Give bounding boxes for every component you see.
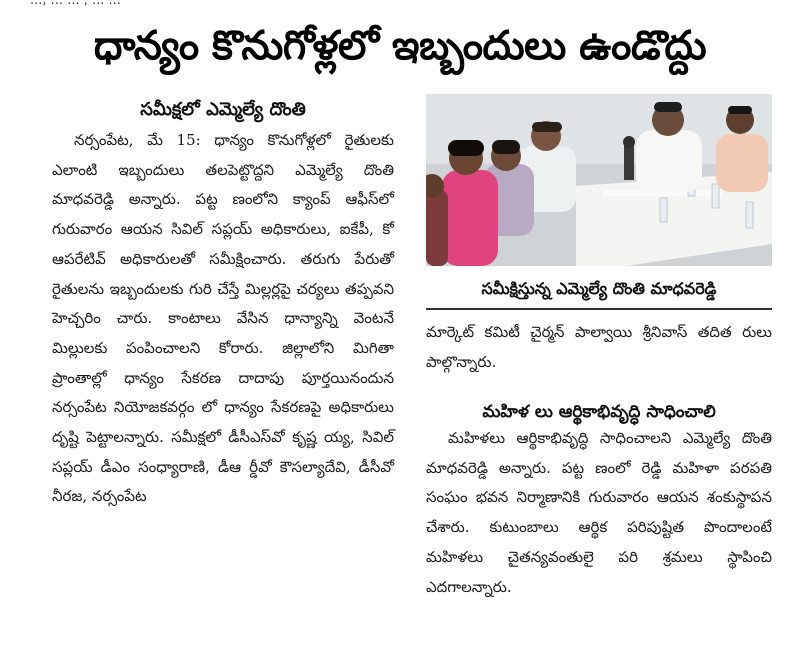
left-subheading: సమీక్షలో ఎమ్మెల్యే దొంతి [140, 99, 306, 120]
right-paragraph: మహిళలు ఆర్థికాభివృద్ధి సాధించాలని ఎమ్మెల్యే దొంతి మాధవరెడ్డి అన్నారు. పట్ట ణంలో రెడ్డి మహిళా పరపతి సంఘం భవన నిర్మాణానికి గురువారం ఆయన శంకుస్థాపన చేశారు. కుటుంబాలు ఆర్థిక పరిపుష్టిత పొందాలంటే మహిళలు చైతన్యవంతులై పరి శ్రమలు స్థాపించి ఎదగాలన్నారు. [426, 429, 772, 596]
photo-caption: సమీక్షిస్తున్న ఎమ్మెల్యే దొంతి మాధవరెడ్డి [481, 279, 717, 298]
meeting-photo-illustration [426, 94, 772, 266]
left-column [52, 98, 394, 512]
right-column-continuation [426, 318, 772, 377]
headline: ధాన్యం కొనుగోళ్లలో ఇబ్బందులు ఉండొద్దు [93, 23, 707, 69]
left-article-body [52, 126, 394, 512]
meeting-photo [426, 94, 772, 266]
continuation-paragraph: మార్కెట్ కమిటీ చైర్మన్ పాల్వాయి శ్రీనివాస్ తదిత రులు పాల్గొన్నారు. [426, 323, 772, 371]
left-paragraph: నర్సంపేట, మే 15: ధాన్యం కొనుగోళ్లలో రైతులకు ఎలాంటి ఇబ్బందులు తలపెట్టొద్దని ఎమ్మెల్యే దొంతి మాధవరెడ్డి అన్నారు. పట్ట ణంలోని క్యాంప్ ఆఫీస్‌లో గురువారం ఆయన సివిల్ సప్లయ్ అధికారులు, ఐకేపీ, కో ఆపరేటివ్ అధికారులతో సమీక్షించారు. తరుగు పేరుతో రైతులను ఇబ్బందులకు గురి చేస్తే మిల్లర్లపై చర్యలు తప్పవని హెచ్చరిం చారు. కాంటాలు వేసిన ధాన్యాన్ని వెంటనే మిల్లులకు పంపించాలని కోరారు. జిల్లాలోని మిగితా ప్రాంతాల్లో ధాన్యం సేకరణ దాదాపు పూర్తయినందున నర్సంపేట నియోజకవర్గం లో ధాన్యం సేకరణపై అధికారులు దృష్టి పెట్టాలన్నారు. సమీక్షలో డీసీఎస్‌వో కృష్ణ య్య, సివిల్ సప్లయ్ డీఎం సంధ్యారాణి, డీఆ ర్డీవో కౌసల్యాదేవి, డీసీవో నీరజ, నర్సంపేట [52, 131, 394, 506]
right-article [426, 424, 772, 602]
caption-divider [426, 308, 772, 310]
cut-off-top-text: ..., ... ... , ... ... [30, 0, 121, 8]
right-subheading: మహిళ లు ఆర్థికాభివృద్ధి సాధించాలి [482, 402, 716, 422]
